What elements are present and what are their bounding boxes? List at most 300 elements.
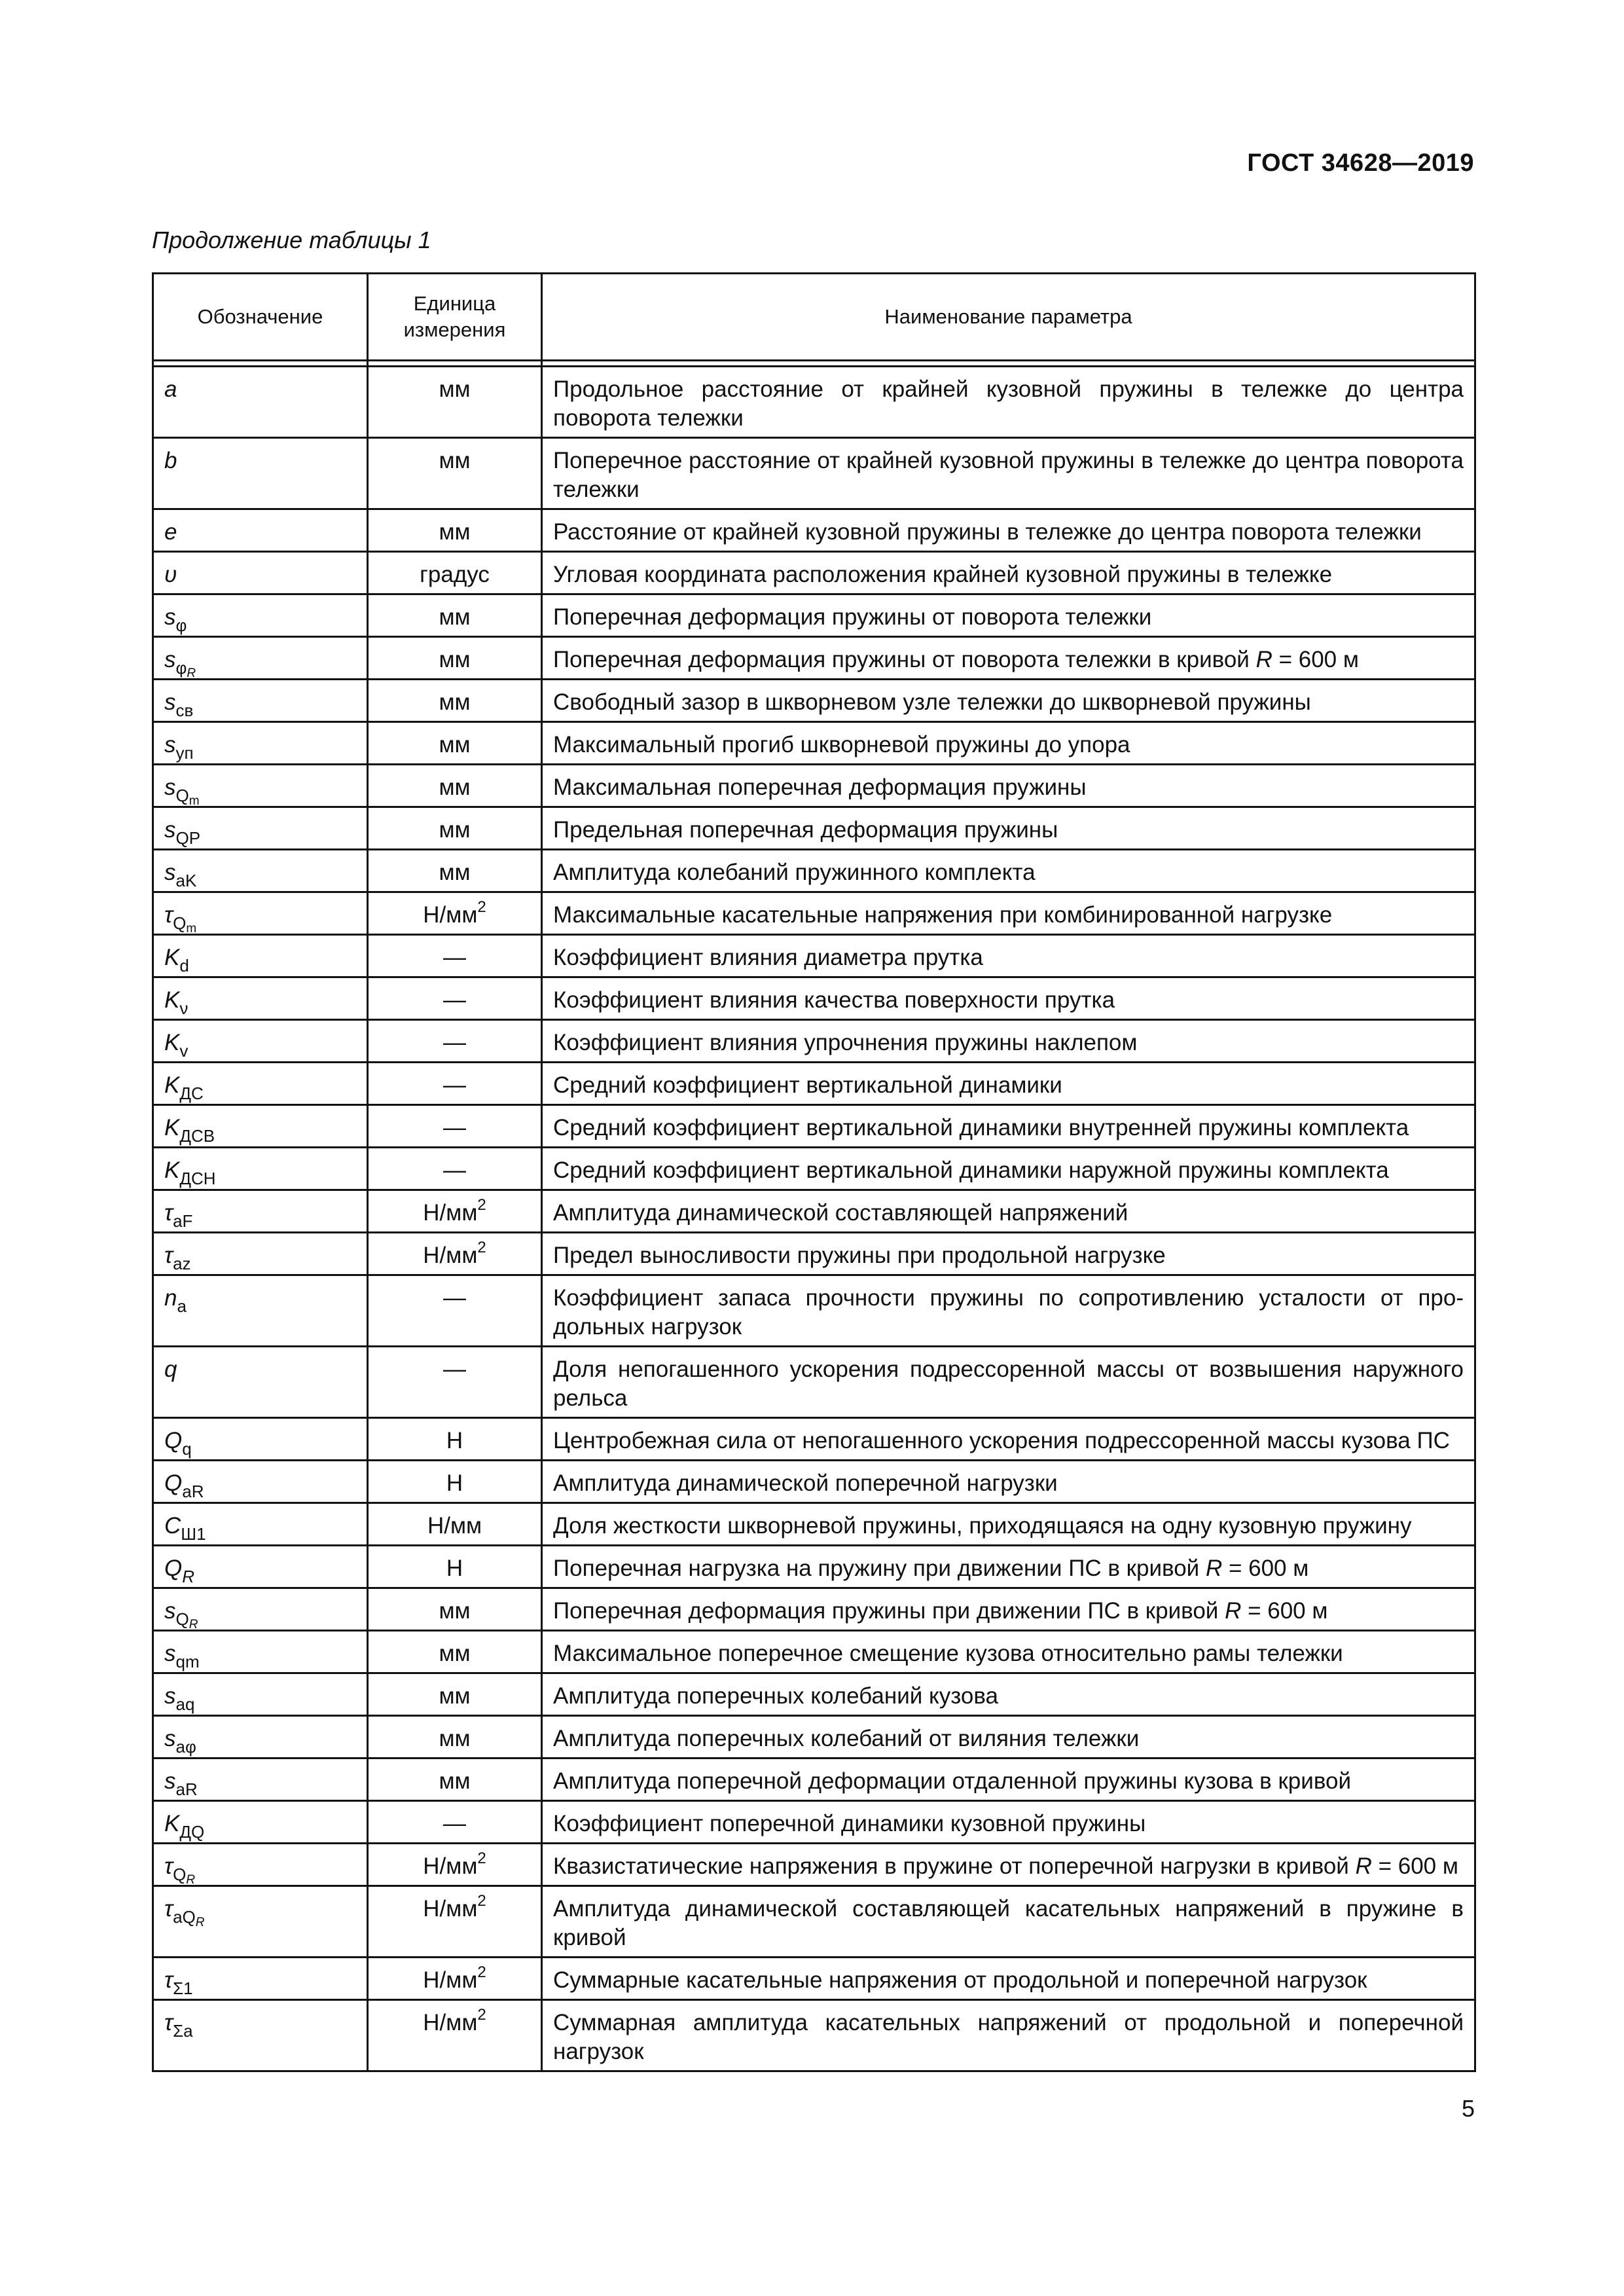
parameter-name-text: Амплитуда динамической поперечной нагрузки: [553, 1470, 1058, 1496]
symbol-cell: [153, 892, 368, 935]
unit-text: мм: [439, 376, 471, 402]
unit-text: градус: [420, 562, 490, 587]
parameter-name-text: Коэффициент поперечной динамики кузовной пружины: [553, 1811, 1146, 1836]
unit-cell: [368, 892, 542, 935]
parameter-name-text: Предел выносливости пружины при продольной нагрузке: [553, 1243, 1166, 1268]
unit-cell: [368, 1418, 542, 1461]
symbol-subscript: [176, 1779, 198, 1799]
symbol-subscript: [176, 1737, 196, 1757]
unit-text: мм: [439, 732, 471, 757]
parameter-name-cell: [542, 438, 1475, 509]
unit-cell: [368, 552, 542, 594]
symbol-cell: [153, 637, 368, 680]
unit-superscript: 2: [477, 1963, 486, 1981]
symbol-subscript-text: aR: [182, 1482, 204, 1501]
unit-cell: [368, 977, 542, 1020]
unit-cell: [368, 594, 542, 637]
parameter-name-text: Максимальное поперечное смещение кузова относительно рамы тележки: [553, 1641, 1343, 1666]
parameter-name-cell: [542, 1105, 1475, 1148]
unit-text: —: [443, 1285, 466, 1311]
parameter-name-cell: [542, 1546, 1475, 1588]
symbol-subscript-text: Σ1: [173, 1978, 193, 1998]
symbol-cell: [153, 680, 368, 722]
symbol-subscript: [179, 956, 189, 975]
parameter-name-text: Максимальная поперечная деформация пружины: [553, 774, 1087, 800]
unit-text: Н/мм: [423, 1967, 478, 1993]
parameter-name-cell: [542, 1190, 1475, 1233]
symbol-sub-subscript: R: [189, 1618, 198, 1631]
symbol-subscript-text: св: [175, 701, 194, 720]
symbol-base: s: [164, 1598, 176, 1624]
unit-text: Н/мм: [423, 1200, 478, 1226]
symbol-cell: [153, 1673, 368, 1716]
symbol-cell: [153, 1020, 368, 1063]
parameter-name-text: Квазистатические напряжения в пружине от поперечной нагрузки в кривой: [553, 1853, 1356, 1879]
symbol-base: τ: [164, 1853, 173, 1879]
parameter-name-text: Предельная поперечная деформация пружины: [553, 817, 1058, 843]
symbol-subscript-text: aK: [175, 871, 197, 890]
symbol-base: s: [164, 732, 176, 757]
parameter-name-italic: R: [1205, 1556, 1223, 1581]
unit-text: —: [443, 1811, 466, 1836]
symbol-cell: [153, 1190, 368, 1233]
unit-cell: [368, 1020, 542, 1063]
symbol-subscript: [182, 1482, 204, 1501]
symbol-subscript-text: ДСВ: [179, 1126, 215, 1146]
parameter-name-text: Продольное расстояние от крайней кузовной пружины в тележке до центра поворота тележки: [553, 376, 1464, 431]
unit-superscript: 2: [477, 898, 486, 916]
table-row: [153, 1844, 1475, 1886]
unit-text: Н/мм: [423, 902, 478, 928]
symbol-base: K: [164, 1030, 180, 1055]
symbol-subscript: [179, 1126, 215, 1146]
symbol-cell: [153, 1546, 368, 1588]
parameter-name-cell: [542, 1503, 1475, 1546]
unit-text: Н/мм: [423, 1243, 478, 1268]
symbol-subscript: [177, 1296, 186, 1316]
parameter-name-text: Средний коэффициент вертикальной динамики: [553, 1072, 1062, 1098]
symbol-cell: [153, 1148, 368, 1190]
unit-text: мм: [439, 817, 471, 843]
symbol-subscript: [179, 1169, 215, 1188]
parameter-name-text: Поперечная деформация пружины при движении ПС в кривой: [553, 1598, 1225, 1624]
unit-cell: [368, 807, 542, 850]
parameter-name-text: Амплитуда поперечных колебаний от виляния тележки: [553, 1726, 1140, 1751]
symbol-sub-subscript: m: [189, 794, 200, 808]
table-row: [153, 1503, 1475, 1546]
unit-cell: [368, 1801, 542, 1844]
symbol-subscript-text: R: [182, 1567, 195, 1586]
symbol-cell: [153, 367, 368, 438]
parameter-name-text: Поперечная нагрузка на пружину при движении ПС в кривой: [553, 1556, 1206, 1581]
unit-cell: [368, 2000, 542, 2071]
symbol-subscript-text: v: [179, 1041, 189, 1061]
symbol-subscript: [173, 1254, 190, 1273]
symbol-cell: [153, 1958, 368, 2000]
table-row: [153, 807, 1475, 850]
column-header-name: Наименование параметра: [542, 274, 1475, 361]
symbol-cell: [153, 1844, 368, 1886]
symbol-subscript: [173, 2021, 193, 2041]
symbol-cell: [153, 1347, 368, 1418]
symbol-subscript: [173, 1211, 192, 1231]
unit-cell: [368, 637, 542, 680]
parameter-name-tail: = 600 м: [1371, 1853, 1458, 1879]
parameters-table: [152, 272, 1476, 2072]
column-header-symbol: Обозначение: [153, 274, 368, 361]
parameter-name-text: Средний коэффициент вертикальной динамики наружной пружины комплекта: [553, 1157, 1389, 1183]
symbol-subscript: [176, 1694, 195, 1714]
unit-cell: [368, 1347, 542, 1418]
symbol-subscript: [179, 1084, 203, 1103]
table-row: [153, 438, 1475, 509]
unit-cell: [368, 1886, 542, 1958]
unit-text: мм: [439, 1598, 471, 1624]
parameter-name-cell: [542, 977, 1475, 1020]
parameter-name-cell: [542, 722, 1475, 765]
unit-text: Н: [446, 1556, 463, 1581]
unit-cell: [368, 1588, 542, 1631]
symbol-subscript: [179, 1822, 204, 1842]
parameter-name-cell: [542, 1233, 1475, 1275]
unit-cell: [368, 680, 542, 722]
symbol-cell: [153, 594, 368, 637]
unit-text: мм: [439, 774, 471, 800]
symbol-subscript-text: az: [173, 1254, 191, 1273]
symbol-sub-subscript: m: [186, 922, 197, 936]
document-code: ГОСТ 34628—2019: [1247, 149, 1474, 177]
symbol-subscript: [176, 743, 194, 763]
unit-cell: [368, 367, 542, 438]
table-row: [153, 722, 1475, 765]
unit-superscript: 2: [477, 1892, 486, 1910]
symbol-base: τ: [164, 1243, 173, 1268]
parameter-name-tail: = 600 м: [1222, 1556, 1309, 1581]
table-row: [153, 1886, 1475, 1958]
table-row: [153, 1546, 1475, 1588]
unit-text: мм: [439, 1683, 471, 1709]
unit-cell: [368, 1148, 542, 1190]
symbol-sub-subscript: R: [195, 1916, 205, 1929]
unit-text: мм: [439, 1641, 471, 1666]
symbol-cell: [153, 1418, 368, 1461]
parameter-name-cell: [542, 1844, 1475, 1886]
parameter-name-cell: [542, 1716, 1475, 1758]
parameter-name-cell: [542, 807, 1475, 850]
symbol-subscript-text: aF: [173, 1211, 193, 1231]
parameter-name-cell: [542, 1063, 1475, 1105]
parameter-name-cell: [542, 1886, 1475, 1958]
symbol-base: s: [164, 774, 176, 800]
parameter-name-cell: [542, 637, 1475, 680]
table-row: [153, 680, 1475, 722]
unit-text: —: [443, 1115, 466, 1140]
parameter-name-cell: [542, 935, 1475, 977]
unit-cell: [368, 438, 542, 509]
parameter-name-cell: [542, 1347, 1475, 1418]
unit-cell: [368, 1758, 542, 1801]
parameter-name-text: Коэффициент запаса прочности пружины по сопротивлению усталости от продольных нагрузок: [553, 1285, 1464, 1339]
symbol-subscript: [181, 1524, 206, 1544]
unit-text: —: [443, 987, 466, 1013]
symbol-cell: [153, 1716, 368, 1758]
symbol-subscript-text: φ: [175, 615, 187, 635]
unit-text: мм: [439, 647, 471, 672]
parameter-name-text: Максимальные касательные напряжения при комбинированной нагрузке: [553, 902, 1333, 928]
symbol-subscript-text: Q: [175, 786, 189, 805]
symbol-base: a: [164, 376, 177, 402]
symbol-subscript-text: QP: [175, 828, 201, 848]
parameter-name-text: Доля жесткости шкворневой пружины, приходящаяся на одну кузовную пружину: [553, 1513, 1412, 1539]
table-row: [153, 1063, 1475, 1105]
symbol-base: K: [164, 1115, 180, 1140]
symbol-subscript-text: Q: [173, 913, 187, 933]
parameter-name-cell: [542, 1673, 1475, 1716]
parameter-name-tail: = 600 м: [1272, 647, 1359, 672]
symbol-base: s: [164, 1683, 176, 1709]
symbol-subscript: [182, 1567, 194, 1586]
symbol-cell: [153, 1503, 368, 1546]
parameter-name-text: Суммарные касательные напряжения от продольной и поперечной нагрузок: [553, 1967, 1367, 1993]
parameter-name-cell: [542, 1275, 1475, 1347]
unit-cell: [368, 1673, 542, 1716]
unit-text: —: [443, 1157, 466, 1183]
unit-cell: [368, 1631, 542, 1673]
symbol-subscript: [182, 1439, 191, 1459]
parameter-name-text: Доля непогашенного ускорения подрессоренной массы от возвышения наружного рельса: [553, 1357, 1464, 1411]
symbol-subscript-text: Q: [175, 1609, 189, 1629]
symbol-base: s: [164, 1641, 176, 1666]
table-row: [153, 1758, 1475, 1801]
symbol-base: b: [164, 448, 177, 473]
symbol-subscript-text: Σa: [173, 2021, 193, 2041]
parameter-name-cell: [542, 765, 1475, 807]
symbol-subscript-text: a: [177, 1296, 187, 1316]
parameter-name-cell: [542, 367, 1475, 438]
symbol-cell: [153, 765, 368, 807]
symbol-base: s: [164, 604, 176, 630]
table-row: [153, 1105, 1475, 1148]
parameter-name-cell: [542, 1418, 1475, 1461]
unit-cell: [368, 1105, 542, 1148]
table-row: [153, 1148, 1475, 1190]
parameter-name-text: Центробежная сила от непогашенного ускорения подрессоренной массы кузова ПС: [553, 1428, 1450, 1453]
symbol-subscript-text: φ: [175, 658, 187, 678]
symbol-subscript-text: ДС: [179, 1084, 204, 1103]
symbol-subscript: [176, 658, 196, 678]
unit-text: мм: [439, 1768, 471, 1794]
symbol-cell: [153, 1275, 368, 1347]
symbol-subscript-text: qm: [175, 1652, 200, 1671]
unit-text: —: [443, 1030, 466, 1055]
symbol-base: τ: [164, 1200, 173, 1226]
parameter-name-cell: [542, 552, 1475, 594]
table-row: [153, 1418, 1475, 1461]
symbol-base: s: [164, 860, 176, 885]
unit-cell: [368, 1190, 542, 1233]
unit-text: Н: [446, 1428, 463, 1453]
unit-superscript: 2: [477, 1196, 486, 1214]
parameter-name-cell: [542, 1588, 1475, 1631]
table-row: [153, 1716, 1475, 1758]
parameter-name-italic: R: [1255, 647, 1272, 672]
table-row: [153, 1190, 1475, 1233]
header-separator: [153, 361, 1475, 367]
page-number: 5: [1461, 2095, 1475, 2122]
unit-text: —: [443, 1072, 466, 1098]
unit-superscript: 2: [477, 2006, 486, 2024]
unit-cell: [368, 935, 542, 977]
table-row: [153, 1958, 1475, 2000]
symbol-subscript-text: ДСН: [179, 1169, 216, 1188]
symbol-cell: [153, 722, 368, 765]
table-row: [153, 1588, 1475, 1631]
parameter-name-text: Поперечная деформация пружины от поворота тележки: [553, 604, 1152, 630]
table-row: [153, 1631, 1475, 1673]
symbol-base: s: [164, 817, 176, 843]
symbol-base: τ: [164, 902, 173, 928]
symbol-subscript: [173, 1978, 193, 1998]
symbol-cell: [153, 1233, 368, 1275]
table-row: [153, 2000, 1475, 2071]
table-row: [153, 892, 1475, 935]
symbol-subscript: [176, 871, 197, 890]
unit-cell: [368, 722, 542, 765]
column-header-unit: Единица измерения: [368, 274, 542, 361]
symbol-cell: [153, 1886, 368, 1958]
parameter-name-text: Коэффициент влияния упрочнения пружины наклепом: [553, 1030, 1138, 1055]
parameter-name-text: Максимальный прогиб шкворневой пружины до упора: [553, 732, 1130, 757]
table-row: [153, 637, 1475, 680]
symbol-base: τ: [164, 1967, 173, 1993]
unit-text: Н/мм: [423, 1896, 478, 1922]
symbol-subscript-text: Q: [173, 1865, 187, 1884]
table-row: [153, 765, 1475, 807]
symbol-cell: [153, 552, 368, 594]
parameter-name-cell: [542, 850, 1475, 892]
symbol-base: n: [164, 1285, 177, 1311]
symbol-base: s: [164, 647, 176, 672]
unit-text: Н/мм: [423, 2010, 478, 2035]
parameter-name-cell: [542, 1631, 1475, 1673]
symbol-cell: [153, 1063, 368, 1105]
unit-text: мм: [439, 448, 471, 473]
unit-cell: [368, 850, 542, 892]
parameter-name-text: Коэффициент влияния диаметра прутка: [553, 945, 983, 970]
parameter-name-text: Суммарная амплитуда касательных напряжений от продольной и поперечной нагрузок: [553, 2010, 1464, 2064]
symbol-subscript-text: aφ: [175, 1737, 196, 1757]
unit-cell: [368, 1716, 542, 1758]
unit-cell: [368, 1503, 542, 1546]
parameter-name-cell: [542, 1958, 1475, 2000]
symbol-cell: [153, 1461, 368, 1503]
unit-cell: [368, 1233, 542, 1275]
table-row: [153, 1347, 1475, 1418]
symbol-subscript-text: q: [182, 1439, 192, 1459]
symbol-subscript: [176, 828, 201, 848]
symbol-base: K: [164, 1811, 180, 1836]
parameter-name-text: Амплитуда поперечных колебаний кузова: [553, 1683, 999, 1709]
symbol-base: e: [164, 519, 177, 545]
unit-text: Н/мм: [427, 1513, 482, 1539]
unit-text: —: [443, 1357, 466, 1382]
parameter-name-cell: [542, 680, 1475, 722]
symbol-subscript: [176, 701, 194, 720]
symbol-subscript-text: aQ: [173, 1907, 196, 1927]
symbol-subscript-text: Ш1: [181, 1524, 206, 1544]
parameter-name-text: Коэффициент влияния качества поверхности прутка: [553, 987, 1115, 1013]
unit-text: мм: [439, 519, 471, 545]
symbol-base: τ: [164, 1896, 173, 1922]
symbol-subscript-text: aR: [175, 1779, 198, 1799]
unit-text: мм: [439, 689, 471, 715]
symbol-subscript-text: ДQ: [179, 1822, 205, 1842]
symbol-subscript-text: уп: [175, 743, 194, 763]
parameter-name-text: Средний коэффициент вертикальной динамики внутренней пружины комплекта: [553, 1115, 1409, 1140]
table-row: [153, 509, 1475, 552]
symbol-base: q: [164, 1357, 177, 1382]
symbol-base: Q: [164, 1428, 183, 1453]
symbol-subscript: [176, 1609, 198, 1629]
unit-cell: [368, 765, 542, 807]
unit-text: —: [443, 945, 466, 970]
symbol-sub-subscript: R: [186, 1873, 196, 1887]
table-row: [153, 850, 1475, 892]
symbol-cell: [153, 509, 368, 552]
symbol-base: K: [164, 1157, 180, 1183]
unit-cell: [368, 1063, 542, 1105]
unit-superscript: 2: [477, 1239, 486, 1256]
table-row: [153, 935, 1475, 977]
unit-cell: [368, 509, 542, 552]
unit-superscript: 2: [477, 1850, 486, 1867]
symbol-cell: [153, 1631, 368, 1673]
unit-text: мм: [439, 604, 471, 630]
parameter-name-text: Амплитуда динамической составляющей напряжений: [553, 1200, 1128, 1226]
table-row: [153, 552, 1475, 594]
parameter-name-text: Амплитуда поперечной деформации отдаленной пружины кузова в кривой: [553, 1768, 1352, 1794]
parameter-name-cell: [542, 892, 1475, 935]
parameter-name-cell: [542, 1801, 1475, 1844]
symbol-subscript: [179, 998, 188, 1018]
parameter-name-cell: [542, 1461, 1475, 1503]
table-header-row: [153, 274, 1475, 361]
symbol-base: K: [164, 945, 180, 970]
table-row: [153, 1020, 1475, 1063]
unit-text: Н: [446, 1470, 463, 1496]
symbol-cell: [153, 850, 368, 892]
symbol-base: K: [164, 1072, 180, 1098]
symbol-subscript-text: aq: [175, 1694, 195, 1714]
unit-cell: [368, 1546, 542, 1588]
symbol-base: Q: [164, 1470, 183, 1496]
unit-cell: [368, 1275, 542, 1347]
symbol-subscript: [175, 786, 200, 808]
symbol-subscript: [176, 615, 187, 635]
symbol-cell: [153, 2000, 368, 2071]
table-row: [153, 1673, 1475, 1716]
parameter-name-italic: R: [1225, 1598, 1242, 1624]
parameter-name-cell: [542, 1758, 1475, 1801]
parameter-name-text: Поперечное расстояние от крайней кузовной пружины в тележке до центра поворота тележки: [553, 448, 1464, 502]
parameter-name-cell: [542, 594, 1475, 637]
parameter-name-tail: = 600 м: [1241, 1598, 1328, 1624]
symbol-sub-subscript: R: [187, 666, 196, 680]
unit-cell: [368, 1958, 542, 2000]
table-row: [153, 367, 1475, 438]
parameter-name-cell: [542, 1020, 1475, 1063]
table-row: [153, 1275, 1475, 1347]
